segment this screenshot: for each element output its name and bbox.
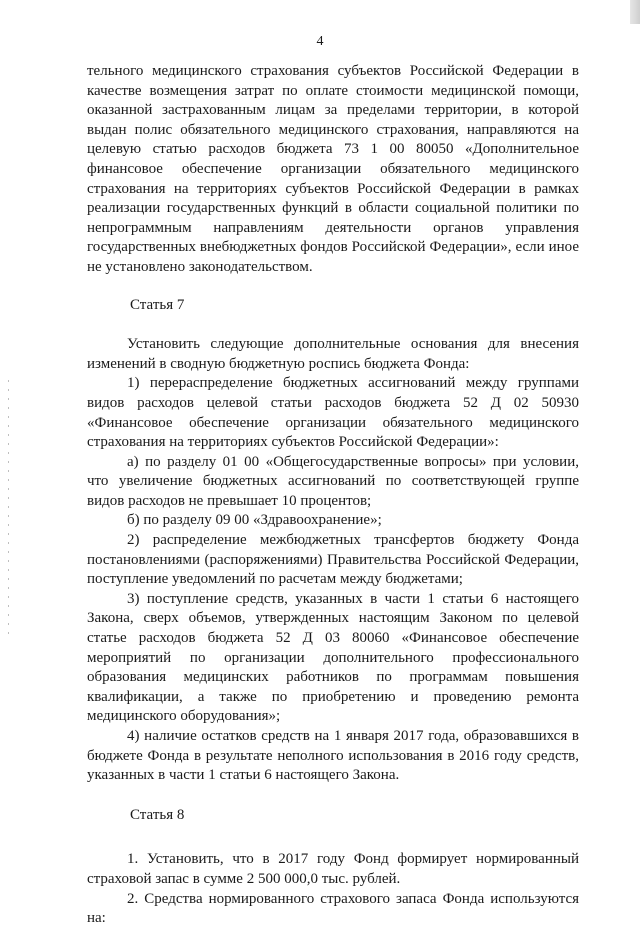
scan-edge-mark <box>8 380 9 640</box>
article-7-item-4: 4) наличие остатков средств на 1 января 2017 года, образовавшихся в бюджете Фонда в результате неполного использования в 2016 году средств, указанных в части 1 статьи 6 настоящего Закона. <box>87 728 579 784</box>
article-7-intro: Установить следующие дополнительные основания для внесения изменений в сводную бюджетную роспись бюджета Фонда: <box>87 336 579 372</box>
article-8-item-1: 1. Установить, что в 2017 году Фонд формирует нормированный страховой запас в сумме 2 500 000,0 тыс. рублей. <box>87 851 579 887</box>
article-7-heading: Статья 7 <box>130 296 185 313</box>
article-7-item-3: 3) поступление средств, указанных в части 1 статьи 6 настоящего Закона, сверх объемов, утвержденных настоящим Законом по целевой статье расходов бюджета 52 Д 03 80060 «Финансовое обеспечение мероприятий по организации дополнительного профессионального образования медицинских работников по программам повышения квалификации, а также по приобретению и проведению ремонта медицинского оборудования»; <box>87 590 579 725</box>
page-number: 4 <box>316 34 324 49</box>
article-8-heading: Статья 8 <box>130 806 185 823</box>
document-body <box>87 62 579 929</box>
article-8-item-2: 2. Средства нормированного страхового запаса Фонда используются на: <box>87 890 579 927</box>
scan-corner-mark <box>630 0 640 24</box>
article-7-item-1: 1) перераспределение бюджетных ассигнований между группами видов расходов целевой статьи расходов бюджета 52 Д 02 50930 «Финансовое обеспечение организации обязательного медицинского страхования на территориях субъектов Российской Федерации»: <box>87 375 579 451</box>
article-7-item-2: 2) распределение межбюджетных трансфертов бюджету Фонда постановлениями (распоряжениями) Правительства Российской Федерации, поступление уведомлений по расчетам между бюджетами; <box>87 532 579 588</box>
paragraph-continuation: тельного медицинского страхования субъектов Российской Федерации в качестве возмещения затрат по оплате стоимости медицинской помощи, оказанной застрахованным лицам за пределами территории, в которой выдан полис обязательного медицинского страхования, направляются на целевую статью расходов бюджета 73 1 00 80050 «Дополнительное финансовое обеспечение организации обязательного медицинского страхования на территориях субъектов Российской Федерации в рамках реализации государственных функций в области социальной политики по непрограммным направлениям деятельности органов управления государственных внебюджетных фондов Российской Федерации», если иное не установлено законодательством. <box>87 63 579 275</box>
article-7-item-1b: б) по разделу 09 00 «Здравоохранение»; <box>127 512 382 529</box>
article-7-item-1a: а) по разделу 01 00 «Общегосударственные вопросы» при условии, что увеличение бюджетных ассигнований по соответствующей группе видов расходов не превышает 10 процентов; <box>87 453 579 509</box>
